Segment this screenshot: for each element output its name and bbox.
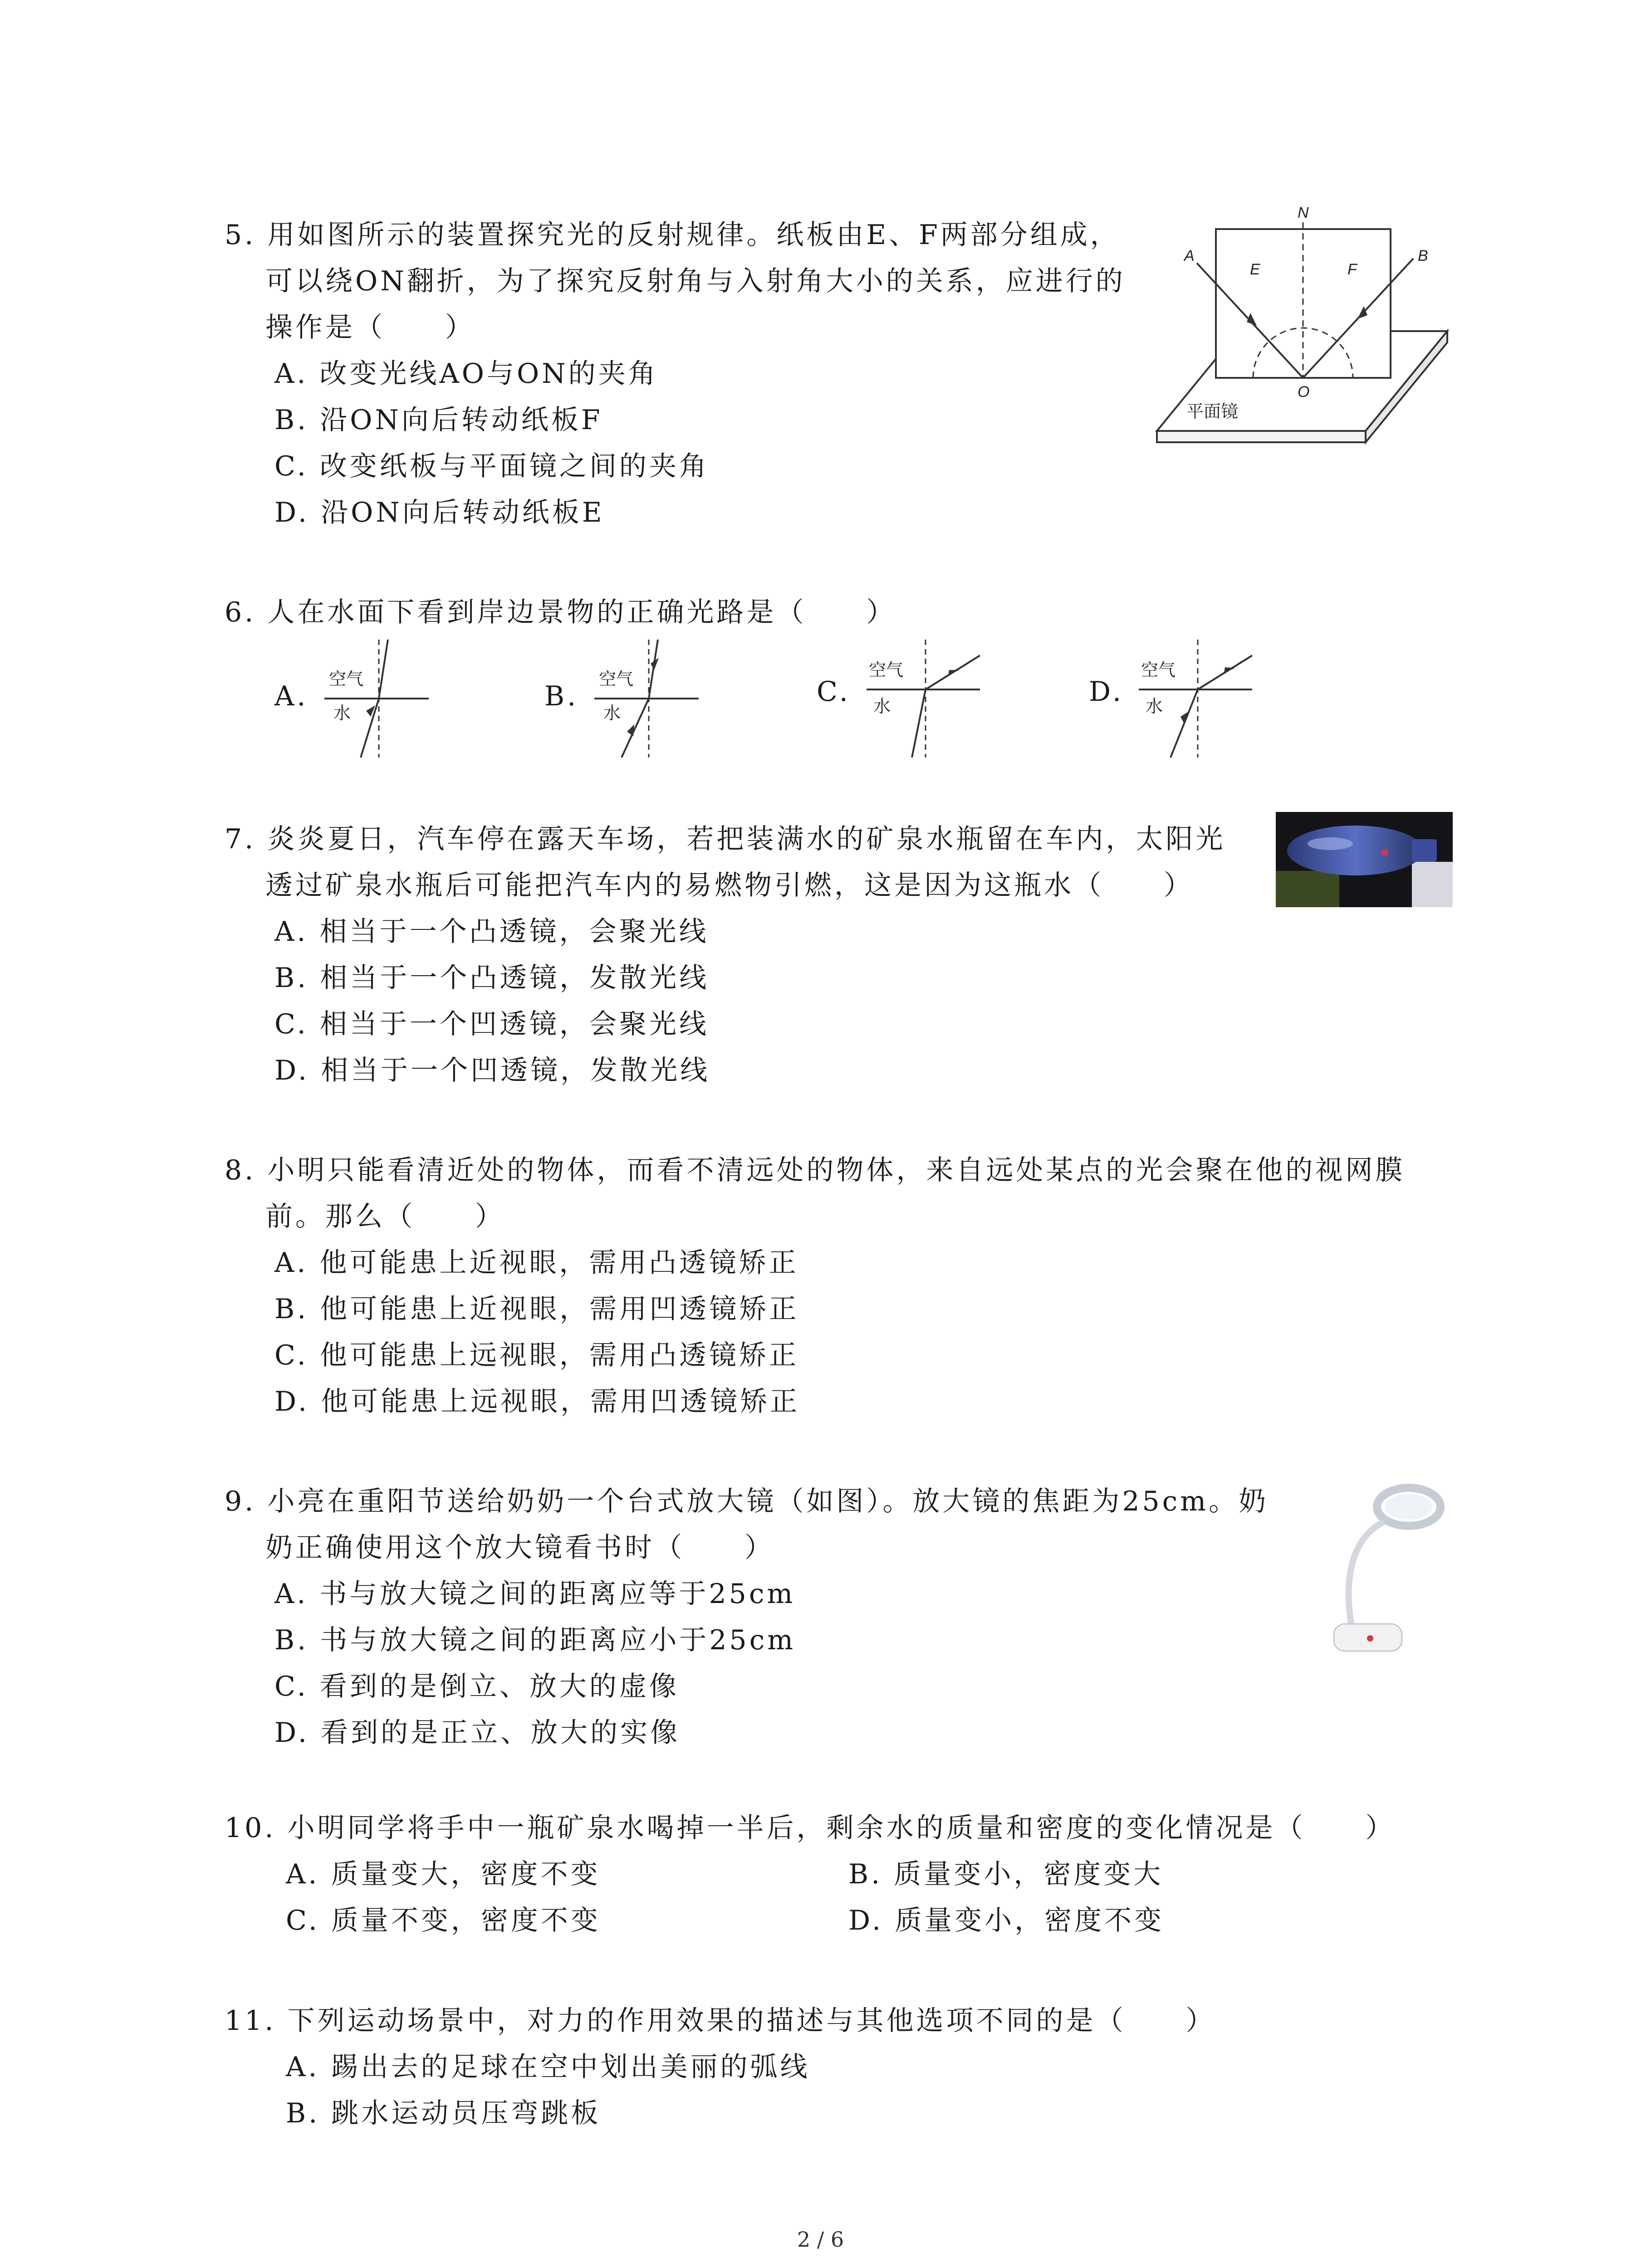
q10-option-b: B. 质量变小，密度变大: [848, 1858, 1164, 1890]
q7-option-d: D. 相当于一个凹透镜，发散光线: [274, 1055, 710, 1086]
q6-option-b-diagram: [594, 637, 708, 760]
q7-option-c: C. 相当于一个凹透镜，会聚光线: [274, 1008, 709, 1040]
q8-option-a: A. 他可能患上近视眼，需用凸透镜矫正: [274, 1247, 799, 1279]
q9-option-a: A. 书与放大镜之间的距离应等于25cm: [274, 1578, 796, 1610]
q6-option-c-diagram: [867, 637, 989, 760]
q11-stem: 11. 下列运动场景中，对力的作用效果的描述与其他选项不同的是（ ）: [225, 2005, 1216, 2037]
q10-option-a: A. 质量变大，密度不变: [286, 1858, 601, 1890]
q5-option-d: D. 沿ON向后转动纸板E: [274, 497, 605, 528]
q5-stem-line-3: 操作是（ ）: [265, 312, 475, 343]
q6a-water-label: 水: [333, 704, 351, 723]
fig-label-n: N: [1298, 204, 1309, 221]
q6d-water-label: 水: [1146, 697, 1163, 716]
q11-option-b: B. 跳水运动员压弯跳板: [286, 2097, 601, 2129]
fig-label-f: F: [1347, 261, 1357, 278]
q6-stem: 6. 人在水面下看到岸边景物的正确光路是（ ）: [225, 596, 896, 628]
q5-stem-line-2: 可以绕ON翻折，为了探究反射角与入射角大小的关系，应进行的: [265, 265, 1126, 297]
q7-water-bottle-photo: [1276, 812, 1453, 907]
q5-reflection-apparatus-figure: [1148, 204, 1456, 449]
q9-desk-magnifier-photo: [1325, 1479, 1443, 1660]
q6b-water-label: 水: [603, 704, 621, 723]
q6c-air-label: 空气: [869, 661, 904, 680]
q6-option-a-label: A.: [274, 680, 309, 712]
q9-option-d: D. 看到的是正立、放大的实像: [274, 1717, 681, 1749]
q9-stem-line-1: 9. 小亮在重阳节送给奶奶一个台式放大镜（如图）。放大镜的焦距为25cm。奶: [225, 1486, 1269, 1517]
q8-stem-line-1: 8. 小明只能看清近处的物体，而看不清远处的物体，来自远处某点的光会聚在他的视网膜: [225, 1154, 1406, 1186]
q8-option-b: B. 他可能患上近视眼，需用凹透镜矫正: [274, 1293, 799, 1325]
q9-stem-line-2: 奶正确使用这个放大镜看书时（ ）: [265, 1532, 774, 1564]
q6d-air-label: 空气: [1141, 661, 1176, 680]
q7-stem-line-1: 7. 炎炎夏日，汽车停在露天车场，若把装满水的矿泉水瓶留在车内，太阳光: [225, 823, 1226, 855]
q6-option-d-label: D.: [1089, 676, 1124, 708]
q6c-water-label: 水: [873, 697, 891, 716]
q6-option-c-label: C.: [817, 676, 851, 708]
q5-option-b: B. 沿ON向后转动纸板F: [274, 404, 603, 436]
q6b-air-label: 空气: [599, 670, 634, 689]
fig-label-b: B: [1418, 247, 1428, 264]
q6a-air-label: 空气: [329, 670, 364, 689]
q10-stem: 10. 小明同学将手中一瓶矿泉水喝掉一半后，剩余水的质量和密度的变化情况是（ ）: [225, 1812, 1396, 1844]
q8-option-d: D. 他可能患上远视眼，需用凹透镜矫正: [274, 1386, 800, 1418]
q5-stem-line-1: 5. 用如图所示的装置探究光的反射规律。纸板由E、F两部分组成，: [225, 219, 1120, 251]
fig-label-mirror: 平面镜: [1186, 402, 1239, 421]
q7-option-a: A. 相当于一个凸透镜，会聚光线: [274, 916, 709, 948]
q5-option-c: C. 改变纸板与平面镜之间的夹角: [274, 450, 709, 482]
q6-option-b-label: B.: [544, 680, 579, 712]
q11-option-a: A. 踢出去的足球在空中划出美丽的弧线: [286, 2051, 810, 2083]
q6-option-d-diagram: [1139, 637, 1261, 760]
q7-stem-line-2: 透过矿泉水瓶后可能把汽车内的易燃物引燃，这是因为这瓶水（ ）: [265, 870, 1194, 901]
q8-stem-line-2: 前。那么（ ）: [265, 1201, 505, 1232]
q6-option-a-diagram: [324, 637, 438, 760]
q9-option-c: C. 看到的是倒立、放大的虚像: [274, 1671, 679, 1702]
fig-label-a: A: [1184, 247, 1195, 264]
q5-option-a: A. 改变光线AO与ON的夹角: [274, 358, 658, 390]
q7-option-b: B. 相当于一个凸透镜，发散光线: [274, 962, 710, 994]
q10-option-c: C. 质量不变，密度不变: [286, 1905, 601, 1936]
page-number: 2 / 6: [797, 2227, 844, 2252]
q10-option-d: D. 质量变小，密度不变: [848, 1905, 1165, 1936]
q8-option-c: C. 他可能患上远视眼，需用凸透镜矫正: [274, 1339, 799, 1371]
q9-option-b: B. 书与放大镜之间的距离应小于25cm: [274, 1624, 796, 1656]
fig-label-o: O: [1298, 383, 1310, 401]
fig-label-e: E: [1250, 261, 1260, 278]
